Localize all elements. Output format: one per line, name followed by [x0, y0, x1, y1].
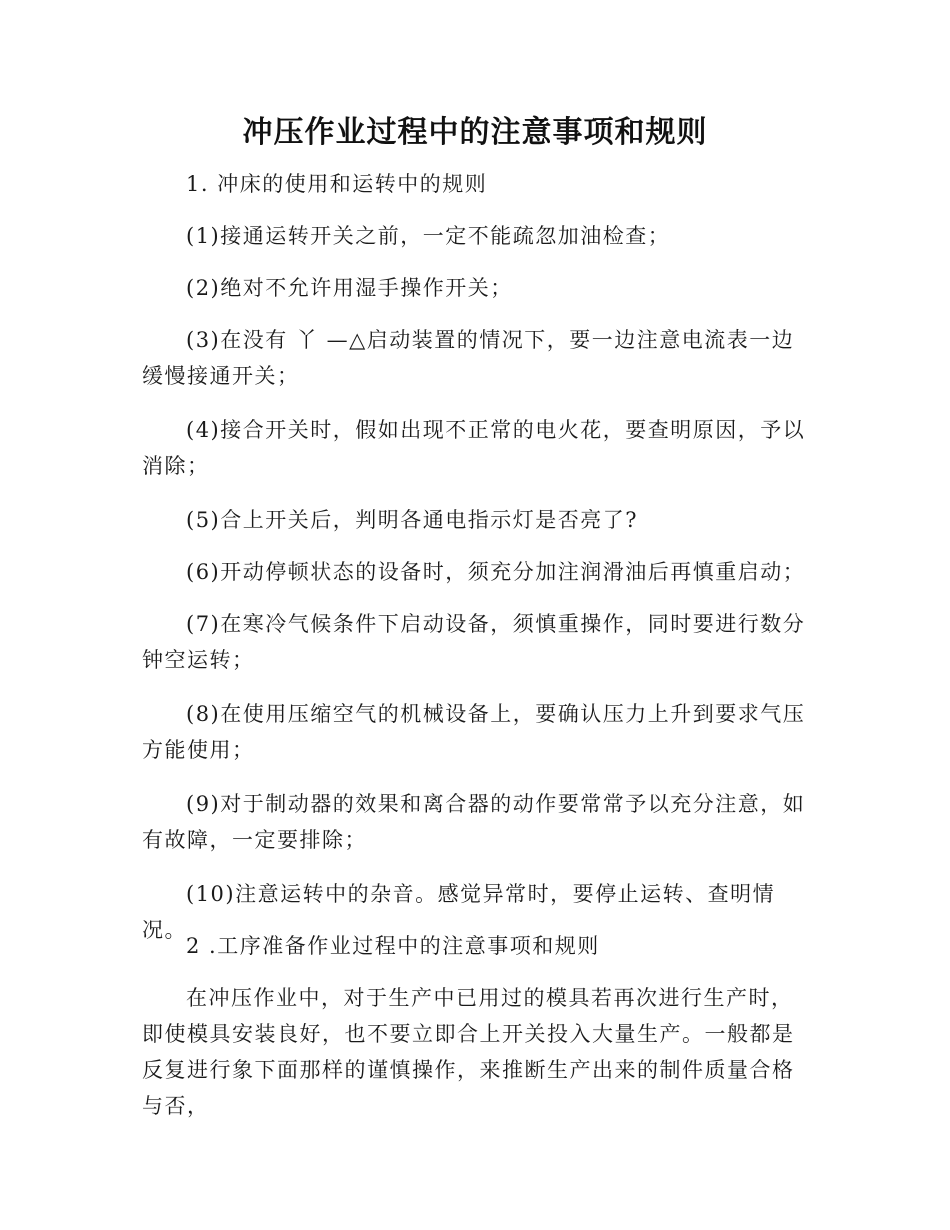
rule-item-4: (4)接合开关时，假如出现不正常的电火花，要查明原因，予以消除；	[142, 418, 806, 478]
section-heading-2: 2 .工序准备作业过程中的注意事项和规则	[186, 934, 600, 958]
rule-item-8: (8)在使用压缩空气的机械设备上，要确认压力上升到要求气压方能使用；	[142, 702, 806, 762]
document-title: 冲压作业过程中的注意事项和规则	[242, 115, 708, 150]
rule-item-7: (7)在寒冷气候条件下启动设备，须慎重操作，同时要进行数分钟空运转；	[142, 612, 806, 672]
section-heading-1: 1. 冲床的使用和运转中的规则	[186, 172, 488, 196]
rule-item-10: (10)注意运转中的杂音。感觉异常时，要停止运转、查明情况。	[142, 882, 776, 942]
rule-item-9: (9)对于制动器的效果和离合器的动作要常常予以充分注意，如有故障，一定要排除；	[142, 792, 806, 852]
rule-item-3: (3)在没有 丫 —△启动装置的情况下，要一边注意电流表一边缓慢接通开关；	[142, 328, 795, 388]
body-paragraph: 在冲压作业中，对于生产中已用过的模具若再次进行生产时，即使模具安装良好，也不要立即合上开关投入大量生产。一般都是反复进行象下面那样的谨慎操作，来推断生产出来的制件质量合格与否，	[142, 986, 795, 1118]
rule-item-5: (5)合上开关后，判明各通电指示灯是否亮了?	[186, 508, 639, 532]
rule-item-6: (6)开动停顿状态的设备时，须充分加注润滑油后再慎重启动；	[186, 560, 806, 584]
rule-item-1: (1)接通运转开关之前，一定不能疏忽加油检查；	[186, 224, 671, 248]
rule-item-2: (2)绝对不允许用湿手操作开关；	[186, 276, 513, 300]
